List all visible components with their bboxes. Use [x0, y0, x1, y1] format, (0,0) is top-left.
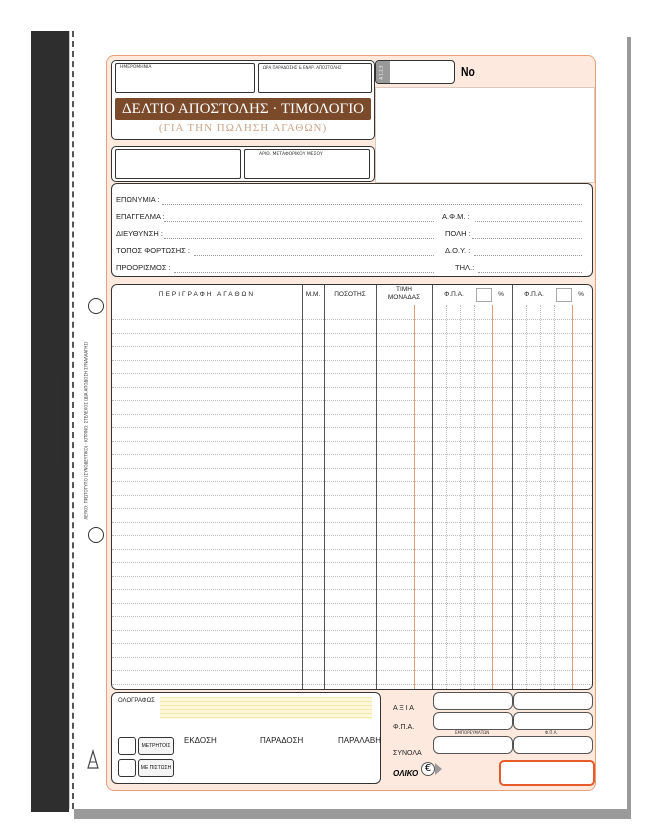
table-row[interactable]	[112, 495, 592, 496]
address-line[interactable]	[164, 238, 434, 239]
col-vat1-pct: %	[498, 291, 504, 298]
col-quantity: ΠΟΣΟΤΗΣ	[334, 291, 366, 298]
col-unit-price-2: ΜΟΝΑΔΑΣ	[387, 294, 421, 301]
delivery-label: ΠΑΡΑΔΟΣΗ	[260, 736, 304, 745]
divider-quantity	[324, 285, 325, 689]
vat-label: Α.Φ.Μ. :	[442, 212, 470, 221]
loading-line[interactable]	[194, 255, 434, 256]
grand-total-label: ΟΛΙΚΟ	[393, 769, 419, 778]
table-row[interactable]	[112, 535, 592, 536]
delivery-ref-label: ΩΡΑ ΠΑΡΑΔΟΣΗΣ & ΕΝΑΡ. ΑΠΟΣΤΟΛΗΣ	[263, 65, 342, 70]
vat1-column	[432, 305, 512, 689]
price-decimal-line	[414, 305, 415, 689]
table-row[interactable]	[112, 549, 592, 550]
value-label: Α Ξ Ι Α	[393, 705, 414, 712]
table-row[interactable]	[112, 508, 592, 509]
destination-line[interactable]	[174, 272, 434, 273]
value-vat-field[interactable]	[513, 692, 593, 710]
tax-office-label: Δ.Ο.Υ. :	[445, 246, 471, 255]
tax-office-line[interactable]	[474, 255, 582, 256]
credit-checkbox[interactable]	[118, 759, 136, 777]
vat2-sub-3	[554, 305, 555, 689]
table-row[interactable]	[112, 414, 592, 415]
words-label: ΟΛΟΓΡΑΦΩΣ	[118, 698, 155, 704]
items-table	[111, 284, 593, 690]
table-row[interactable]	[112, 603, 592, 604]
vat-small-label: Φ.Π.Α.	[545, 730, 558, 735]
vat-line[interactable]	[475, 221, 582, 222]
vat-vat-field[interactable]	[513, 712, 593, 730]
table-row[interactable]	[112, 346, 592, 347]
value-commercial-field[interactable]	[433, 692, 513, 710]
punch-hole-bottom	[88, 527, 104, 543]
col-vat1: Φ.Π.Α.	[444, 291, 464, 298]
amount-in-words-field[interactable]	[160, 697, 372, 719]
table-row[interactable]	[112, 684, 592, 685]
footer-left-block	[111, 692, 381, 784]
totals-commercial-field[interactable]	[433, 736, 513, 754]
vat2-sub-2	[540, 305, 541, 689]
date-field[interactable]	[115, 63, 255, 93]
vehicle-label: ΑΡΙΘ. ΜΕΤΑΦΟΡΙΚΟΥ ΜΕΣΟΥ	[259, 152, 323, 157]
punch-hole-top	[88, 298, 104, 314]
vat1-sub-2	[460, 305, 461, 689]
name-line[interactable]	[162, 204, 582, 205]
delivery-ref-field[interactable]	[258, 63, 372, 93]
table-row[interactable]	[112, 616, 592, 617]
vat2-decimal-line	[572, 305, 573, 689]
grand-total-field[interactable]	[499, 760, 595, 786]
destination-label: ΠΡΟΟΡΙΣΜΟΣ :	[116, 263, 171, 272]
vat1-sub-1	[446, 305, 447, 689]
name-label: ΕΠΩΝΥΜΙΑ :	[116, 195, 160, 204]
vehicle-left-field[interactable]	[115, 149, 241, 179]
vat1-decimal-line	[492, 305, 493, 689]
divider-vat2	[512, 285, 513, 689]
arrow-icon	[435, 763, 442, 775]
date-label: ΗΜΕΡΟΜΗΝΙΑ	[120, 65, 152, 70]
vat-commercial-field[interactable]	[433, 712, 513, 730]
city-label: ΠΟΛΗ :	[445, 229, 471, 238]
cash-option[interactable]: ΜΕΤΡΗΤΟΙΣ	[138, 737, 174, 755]
issuer-box[interactable]	[375, 87, 595, 183]
table-row[interactable]	[112, 630, 592, 631]
table-row[interactable]	[112, 373, 592, 374]
col-unit-price-1: ΤΙΜΗ	[396, 286, 412, 293]
totals-vat-field[interactable]	[513, 736, 593, 754]
side-note-line1: ΡΟΖ: ΑΝΤΙΓΡΑΦΟ (ΔΙΑ ΑΠΟΣΤΟΛΗ ΣΥΜΒΑΣΗΣ)	[55, 376, 61, 469]
profession-line[interactable]	[164, 221, 434, 222]
divider-vat1	[432, 285, 433, 689]
phone-line[interactable]	[478, 272, 582, 273]
vat1-rate-input[interactable]	[476, 288, 492, 302]
title-bar	[115, 98, 371, 120]
customer-block	[111, 183, 593, 277]
vat2-rate-input[interactable]	[556, 288, 572, 302]
number-label: No	[461, 64, 475, 79]
table-body-left	[112, 305, 376, 689]
address-label: ΔΙΕΥΘΥΝΣΗ :	[116, 229, 163, 238]
divider-unit	[302, 285, 303, 689]
totals-label: ΣΥΝΟΛΑ	[393, 750, 422, 757]
stub-text: Α 1.2.3	[378, 65, 384, 80]
receipt-label: ΠΑΡΑΛΑΒΗ	[338, 736, 381, 745]
publisher-logo	[86, 748, 100, 772]
table-row[interactable]	[112, 427, 592, 428]
table-row[interactable]	[112, 576, 592, 577]
unit-price-column	[376, 305, 432, 689]
cash-checkbox[interactable]	[118, 737, 136, 755]
notebook-binding	[31, 31, 69, 812]
table-row[interactable]	[112, 468, 592, 469]
table-row[interactable]	[112, 643, 592, 644]
table-row[interactable]	[112, 562, 592, 563]
table-row[interactable]	[112, 657, 592, 658]
document-subtitle: (ΓΙΑ ΤΗΝ ΠΩΛΗΣΗ ΑΓΑΘΩΝ)	[158, 122, 328, 134]
serial-stub	[375, 60, 455, 84]
vehicle-block	[111, 146, 375, 182]
side-note-line2: ΛΕΥΚΟ: ΠΡΩΤΟΤΥΠΟ (ΣΥΝΟΔΕΥΤΙΚΟ) · ΚΙΤΡΙΝΟ: ΣΤΕΛΕΧΟΣ (ΔΙΑ ΑΠΟΔΟΣΗ ΣΥΝΑΛΛΑΓΗΣ)	[83, 341, 89, 520]
loading-label: ΤΟΠΟΣ ΦΟΡΤΩΣΗΣ :	[116, 246, 190, 255]
table-row[interactable]	[112, 400, 592, 401]
col-unit: Μ.Μ.	[305, 291, 321, 298]
table-row[interactable]	[112, 333, 592, 334]
table-row[interactable]	[112, 454, 592, 455]
table-row[interactable]	[112, 522, 592, 523]
table-row[interactable]	[112, 319, 592, 320]
document-title: ΔΕΛΤΙΟ ΑΠΟΣΤΟΛΗΣ · ΤΙΜΟΛΟΓΙΟ	[121, 101, 365, 117]
vat2-sub-1	[526, 305, 527, 689]
credit-option[interactable]: ΜΕ ΠΙΣΤΩΣΗ	[138, 759, 174, 777]
table-row[interactable]	[112, 670, 592, 671]
table-row[interactable]	[112, 481, 592, 482]
profession-label: ΕΠΑΓΓΕΛΜΑ :	[116, 212, 165, 221]
euro-icon: €	[421, 762, 435, 776]
commercial-label: ΕΜΠΟΡΕΥΜΑΤΩΝ	[455, 730, 490, 735]
city-line[interactable]	[472, 238, 582, 239]
vehicle-number-field[interactable]	[244, 149, 370, 179]
table-row[interactable]	[112, 589, 592, 590]
vat1-sub-3	[474, 305, 475, 689]
phone-label: ΤΗΛ.:	[455, 263, 475, 272]
table-row[interactable]	[112, 360, 592, 361]
perforation-line	[72, 31, 74, 809]
issue-label: ΕΚΔΟΣΗ	[184, 736, 217, 745]
col-vat2-pct: %	[578, 291, 584, 298]
table-row[interactable]	[112, 441, 592, 442]
table-row[interactable]	[112, 387, 592, 388]
vat-total-label: Φ.Π.Α.	[393, 724, 415, 731]
col-description: ΠΕΡΙΓΡΑΦΗ ΑΓΑΘΩΝ	[158, 291, 256, 298]
invoice-form	[106, 55, 596, 791]
header-left-block	[111, 60, 375, 140]
col-vat2: Φ.Π.Α.	[524, 291, 544, 298]
divider-price	[376, 285, 377, 689]
vat2-column	[512, 305, 592, 689]
